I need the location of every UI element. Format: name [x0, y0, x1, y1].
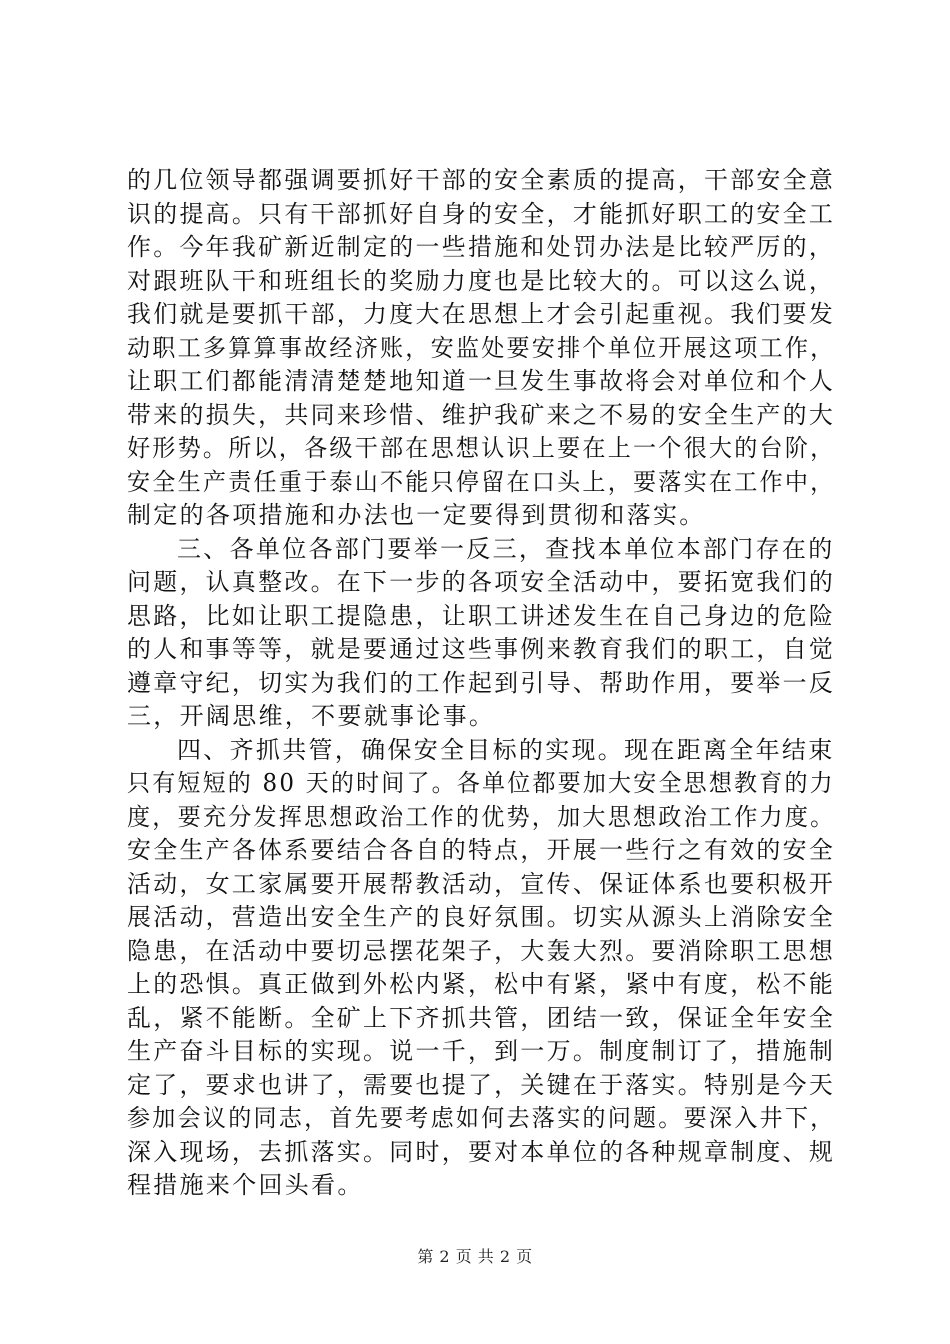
text-line: 带来的损失，共同来珍惜、维护我矿来之不易的安全生产的大 [127, 400, 836, 429]
text-line: 生产奋斗目标的实现。说一千，到一万。制度制订了，措施制 [127, 1037, 836, 1065]
text-line: 的人和事等等，就是要通过这些事例来教育我们的职工，自觉 [127, 635, 836, 663]
text-line: 问题，认真整改。在下一步的各项安全活动中，要拓宽我们的 [127, 568, 836, 596]
text-line: 好形势。所以，各级干部在思想认识上要在上一个很大的台阶， [127, 434, 836, 462]
text-line: 安全生产责任重于泰山不能只停留在口头上，要落实在工作中， [127, 467, 836, 496]
text-line: 只有短短的 80 天的时间了。各单位都要加大安全思想教育的力 [127, 769, 835, 797]
text-line: 对跟班队干和班组长的奖励力度也是比较大的。可以这么说， [127, 266, 836, 295]
text-line: 参加会议的同志，首先要考虑如何去落实的问题。要深入井下， [127, 1104, 836, 1132]
text-line: 活动，女工家属要开展帮教活动，宣传、保证体系也要积极开 [127, 869, 836, 898]
page-footer: 第 2 页 共 2 页 [417, 1247, 533, 1266]
text-line: 思路，比如让职工提隐患，让职工讲述发生在自己身边的危险 [127, 601, 836, 630]
text-line: 识的提高。只有干部抓好自身的安全，才能抓好职工的安全工 [127, 199, 836, 228]
text-line: 遵章守纪，切实为我们的工作起到引导、帮助作用，要举一反 [127, 668, 836, 697]
paragraph-first-line: 四、齐抓共管，确保安全目标的实现。现在距离全年结束 [177, 735, 835, 764]
body-text [127, 164, 835, 1203]
text-line: 的几位领导都强调要抓好干部的安全素质的提高，干部安全意 [127, 166, 836, 194]
text-line: 展活动，营造出安全生产的良好氛围。切实从源头上消除安全 [127, 903, 836, 931]
text-line: 度，要充分发挥思想政治工作的优势，加大思想政治工作力度。 [127, 802, 836, 831]
text-line: 上的恐惧。真正做到外松内紧，松中有紧，紧中有度，松不能 [127, 970, 836, 998]
text-line: 乱，紧不能断。全矿上下齐抓共管，团结一致，保证全年安全 [127, 1003, 836, 1032]
text-line: 制定的各项措施和办法也一定要得到贯彻和落实。 [127, 501, 706, 529]
text-line: 作。今年我矿新近制定的一些措施和处罚办法是比较严厉的， [127, 233, 836, 261]
paragraph-first-line: 三、各单位各部门要举一反三，查找本单位本部门存在的 [177, 534, 835, 563]
text-line: 深入现场，去抓落实。同时，要对本单位的各种规章制度、规 [127, 1137, 836, 1166]
text-line: 隐患，在活动中要切忌摆花架子，大轰大烈。要消除职工思想 [127, 936, 836, 965]
text-line: 程措施来个回头看。 [127, 1171, 364, 1199]
text-line: 安全生产各体系要结合各自的特点，开展一些行之有效的安全 [127, 836, 836, 864]
text-line: 定了，要求也讲了，需要也提了，关键在于落实。特别是今天 [127, 1070, 836, 1099]
text-line: 三，开阔思维，不要就事论事。 [127, 702, 496, 730]
text-line: 让职工们都能清清楚楚地知道一旦发生事故将会对单位和个人 [127, 367, 836, 395]
text-line: 动职工多算算事故经济账，安监处要安排个单位开展这项工作， [127, 333, 836, 362]
text-line: 我们就是要抓干部，力度大在思想上才会引起重视。我们要发 [127, 300, 836, 328]
